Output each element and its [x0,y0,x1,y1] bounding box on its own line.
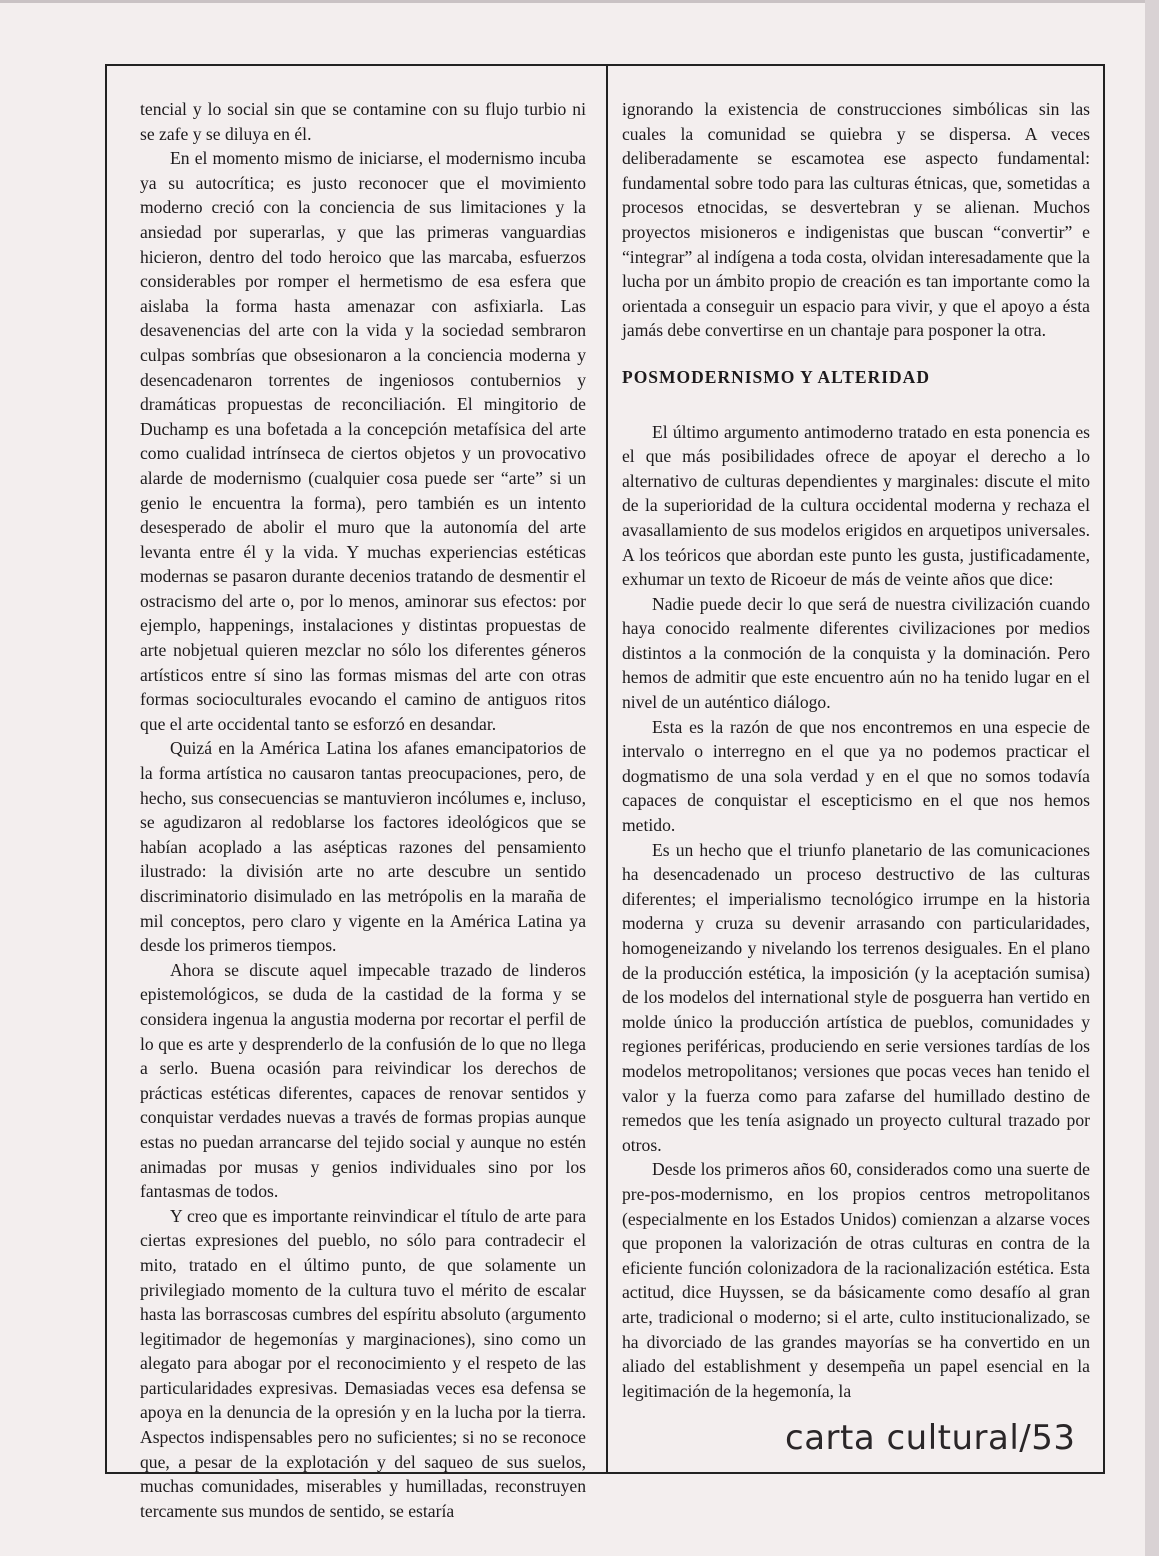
paragraph: Y creo que es importante reinvindicar el título de arte para ciertas expresiones del pueblo, no sólo para contradecir el mito, tratado en el último punto, de que solamente un privilegiado momento de la cultura tuvo el mérito de escalar hasta las borrascosas cumbres del espíritu absoluto (argumento legitimador de hegemonías y marginaciones), sino como un alegato para abogar por el reconocimiento y el respeto de las particularidades expresivas. Demasiadas veces esa defensa se apoya en la denuncia de la opresión y en la lucha por la tierra. Aspectos indispensables pero no suficientes; si no se reconoce que, a pesar de la explotación y del saqueo de sus suelos, muchas comunidades, miserables y humilladas, reconstruyen tercamente sus mundos de sentido, se estaría [140,1205,586,1521]
column-divider [606,64,608,1474]
left-column [140,97,586,1523]
paragraph: Es un hecho que el triunfo planetario de las comunicaciones ha desencadenado un proceso destructivo de las culturas diferentes; el imperialismo tecnológico irrumpe en la historia moderna y cruza su devenir arrasando con particularidades, homogeneizando y nivelando los terrenos desiguales. En el plano de la producción estética, la imposición (y la aceptación sumisa) de los modelos del international style de posguerra han vertido en molde único la producción artística de pueblos, comunidades y regiones periféricas, produciendo en serie versiones tardías de los modelos metropolitanos; versiones que pocas veces han tenido el valor y la fuerza como para zafarse del humillado destino de remedos que les tenía asignado un proyecto cultural trazado por otros. [622,839,1090,1155]
scan-edge [1145,0,1159,1556]
right-column [622,97,1090,1403]
paragraph: ignorando la existencia de construcciones simbólicas sin las cuales la comunidad se quiebra y se dispersa. A veces deliberadamente se escamotea ese aspecto fundamental: fundamental sobre todo para las culturas étnicas, que, sometidas a procesos etnocidas, se desvertebran y se alienan. Muchos proyectos misioneros e indigenistas que buscan “convertir” e “integrar” al indígena a toda costa, olvidan interesadamente que la lucha por un ámbito propio de creación es tan importante como la orientada a conseguir un espacio para vivir, y que el apoyo a ésta jamás debe convertirse en un chantaje para posponer la otra. [622,99,1090,341]
quote-paragraph: Nadie puede decir lo que será de nuestra civilización cuando haya conocido realmente diferentes civilizaciones por medios distintos a la conmoción de la conquista y la dominación. Pero hemos de admitir que este encuentro aún no ha tenido lugar en el nivel de un auténtico diálogo. [622,593,1090,713]
page-folio: carta cultural/53 [785,1418,1076,1458]
paragraph: Quizá en la América Latina los afanes emancipatorios de la forma artística no causaron tantas preocupaciones, pero, de hecho, sus consecuencias se mantuvieron incólumes e, incluso, se agudizaron al redoblarse los factores ideológicos que se habían acoplado a las asépticas razones del pensamiento ilustrado: la división arte no arte descubre un sentido discriminatorio disimulado en las metrópolis en la maraña de mil conceptos, pero claro y vigente en la América Latina ya desde los primeros tiempos. [140,738,586,956]
paragraph: El último argumento antimoderno tratado en esta ponencia es el que más posibilidades ofrece de apoyar el derecho a lo alternativo de culturas dependientes y marginales: discute el mito de la superioridad de la cultura occidental moderna y rechaza el avasallamiento de sus modelos erigidos en arquetipos universales. A los teóricos que abordan este punto les gusta, justificadamente, exhumar un texto de Ricoeur de más de veinte años que dice: [622,421,1090,590]
paragraph: Desde los primeros años 60, considerados como una suerte de pre-pos-modernismo, en los propios centros metropolitanos (especialmente en los Estados Unidos) comienzan a alzarse voces que proponen la valorización de otras culturas en contra de la eficiente función colonizadora de la racionalización estética. Esta actitud, dice Huyssen, se da básicamente como desafío al gran arte, tradicional o moderno; si el arte, culto institucionalizado, se ha divorciado de las grandes mayorías se ha convertido en un aliado del establishment y desempeña un papel esencial en la legitimación de la hegemonía, la [622,1159,1090,1401]
section-heading: POSMODERNISMO Y ALTERIDAD [622,366,930,387]
paragraph: En el momento mismo de iniciarse, el modernismo incuba ya su autocrítica; es justo reconocer que el movimiento moderno creció con la conciencia de sus limitaciones y la ansiedad por superarlas, y que las primeras vanguardias hicieron, dentro del todo heroico que las marcaba, esfuerzos considerables por romper el hermetismo de esa esfera que aislaba la forma hasta amenazar con asfixiarla. Las desavenencias del arte con la vida y la sociedad sembraron culpas sombrías que obsesionaron a la conciencia moderna y desencadenaron torrentes de ingeniosos contubernios y dramáticas propuestas de reconciliación. El mingitorio de Duchamp es una bofetada a la concepción metafísica del arte como cualidad intrínseca de ciertos objetos y un provocativo alarde de modernismo (cualquier cosa puede ser “arte” si un genio le encuentra la forma), pero también es un intento desesperado de abolir el muro que la autonomía del arte levanta entre él y la vida. Y muchas experiencias estéticas modernas se pasaron durante decenios tratando de desmentir el ostracismo del arte o, por lo menos, aminorar sus efectos: por ejemplo, happenings, instalaciones y distintas propuestas de arte nobjetual quieren mezclar no sólo los diferentes géneros artísticos entre sí sino las formas mismas del arte con otras formas socioculturales evocando el camino de antiguos ritos que el arte occidental tanto se esforzó en desandar. [140,148,586,734]
page-top-edge [0,0,1159,3]
paragraph: Ahora se discute aquel impecable trazado de linderos epistemológicos, se duda de la castidad de la forma y se considera ingenua la angustia moderna por recortar el perfil de lo que es arte y desprenderlo de la confusión de lo que no llega a serlo. Buena ocasión para reivindicar los derechos de prácticas estéticas diferentes, capaces de renovar sentidos y conquistar verdades nuevas a través de formas propias aunque estas no puedan arrancarse del tejido social y aunque no estén animadas por musas y genios individuales sino por los fantasmas de todos. [140,959,586,1202]
paragraph: tencial y lo social sin que se contamine con su flujo turbio ni se zafe y se diluya en él. [140,99,586,144]
quote-paragraph: Esta es la razón de que nos encontremos en una especie de intervalo o interregno en el que ya no podemos practicar el dogmatismo de una sola verdad y en el que no somos todavía capaces de conquistar el escepticismo en el que nos hemos metido. [622,716,1090,836]
